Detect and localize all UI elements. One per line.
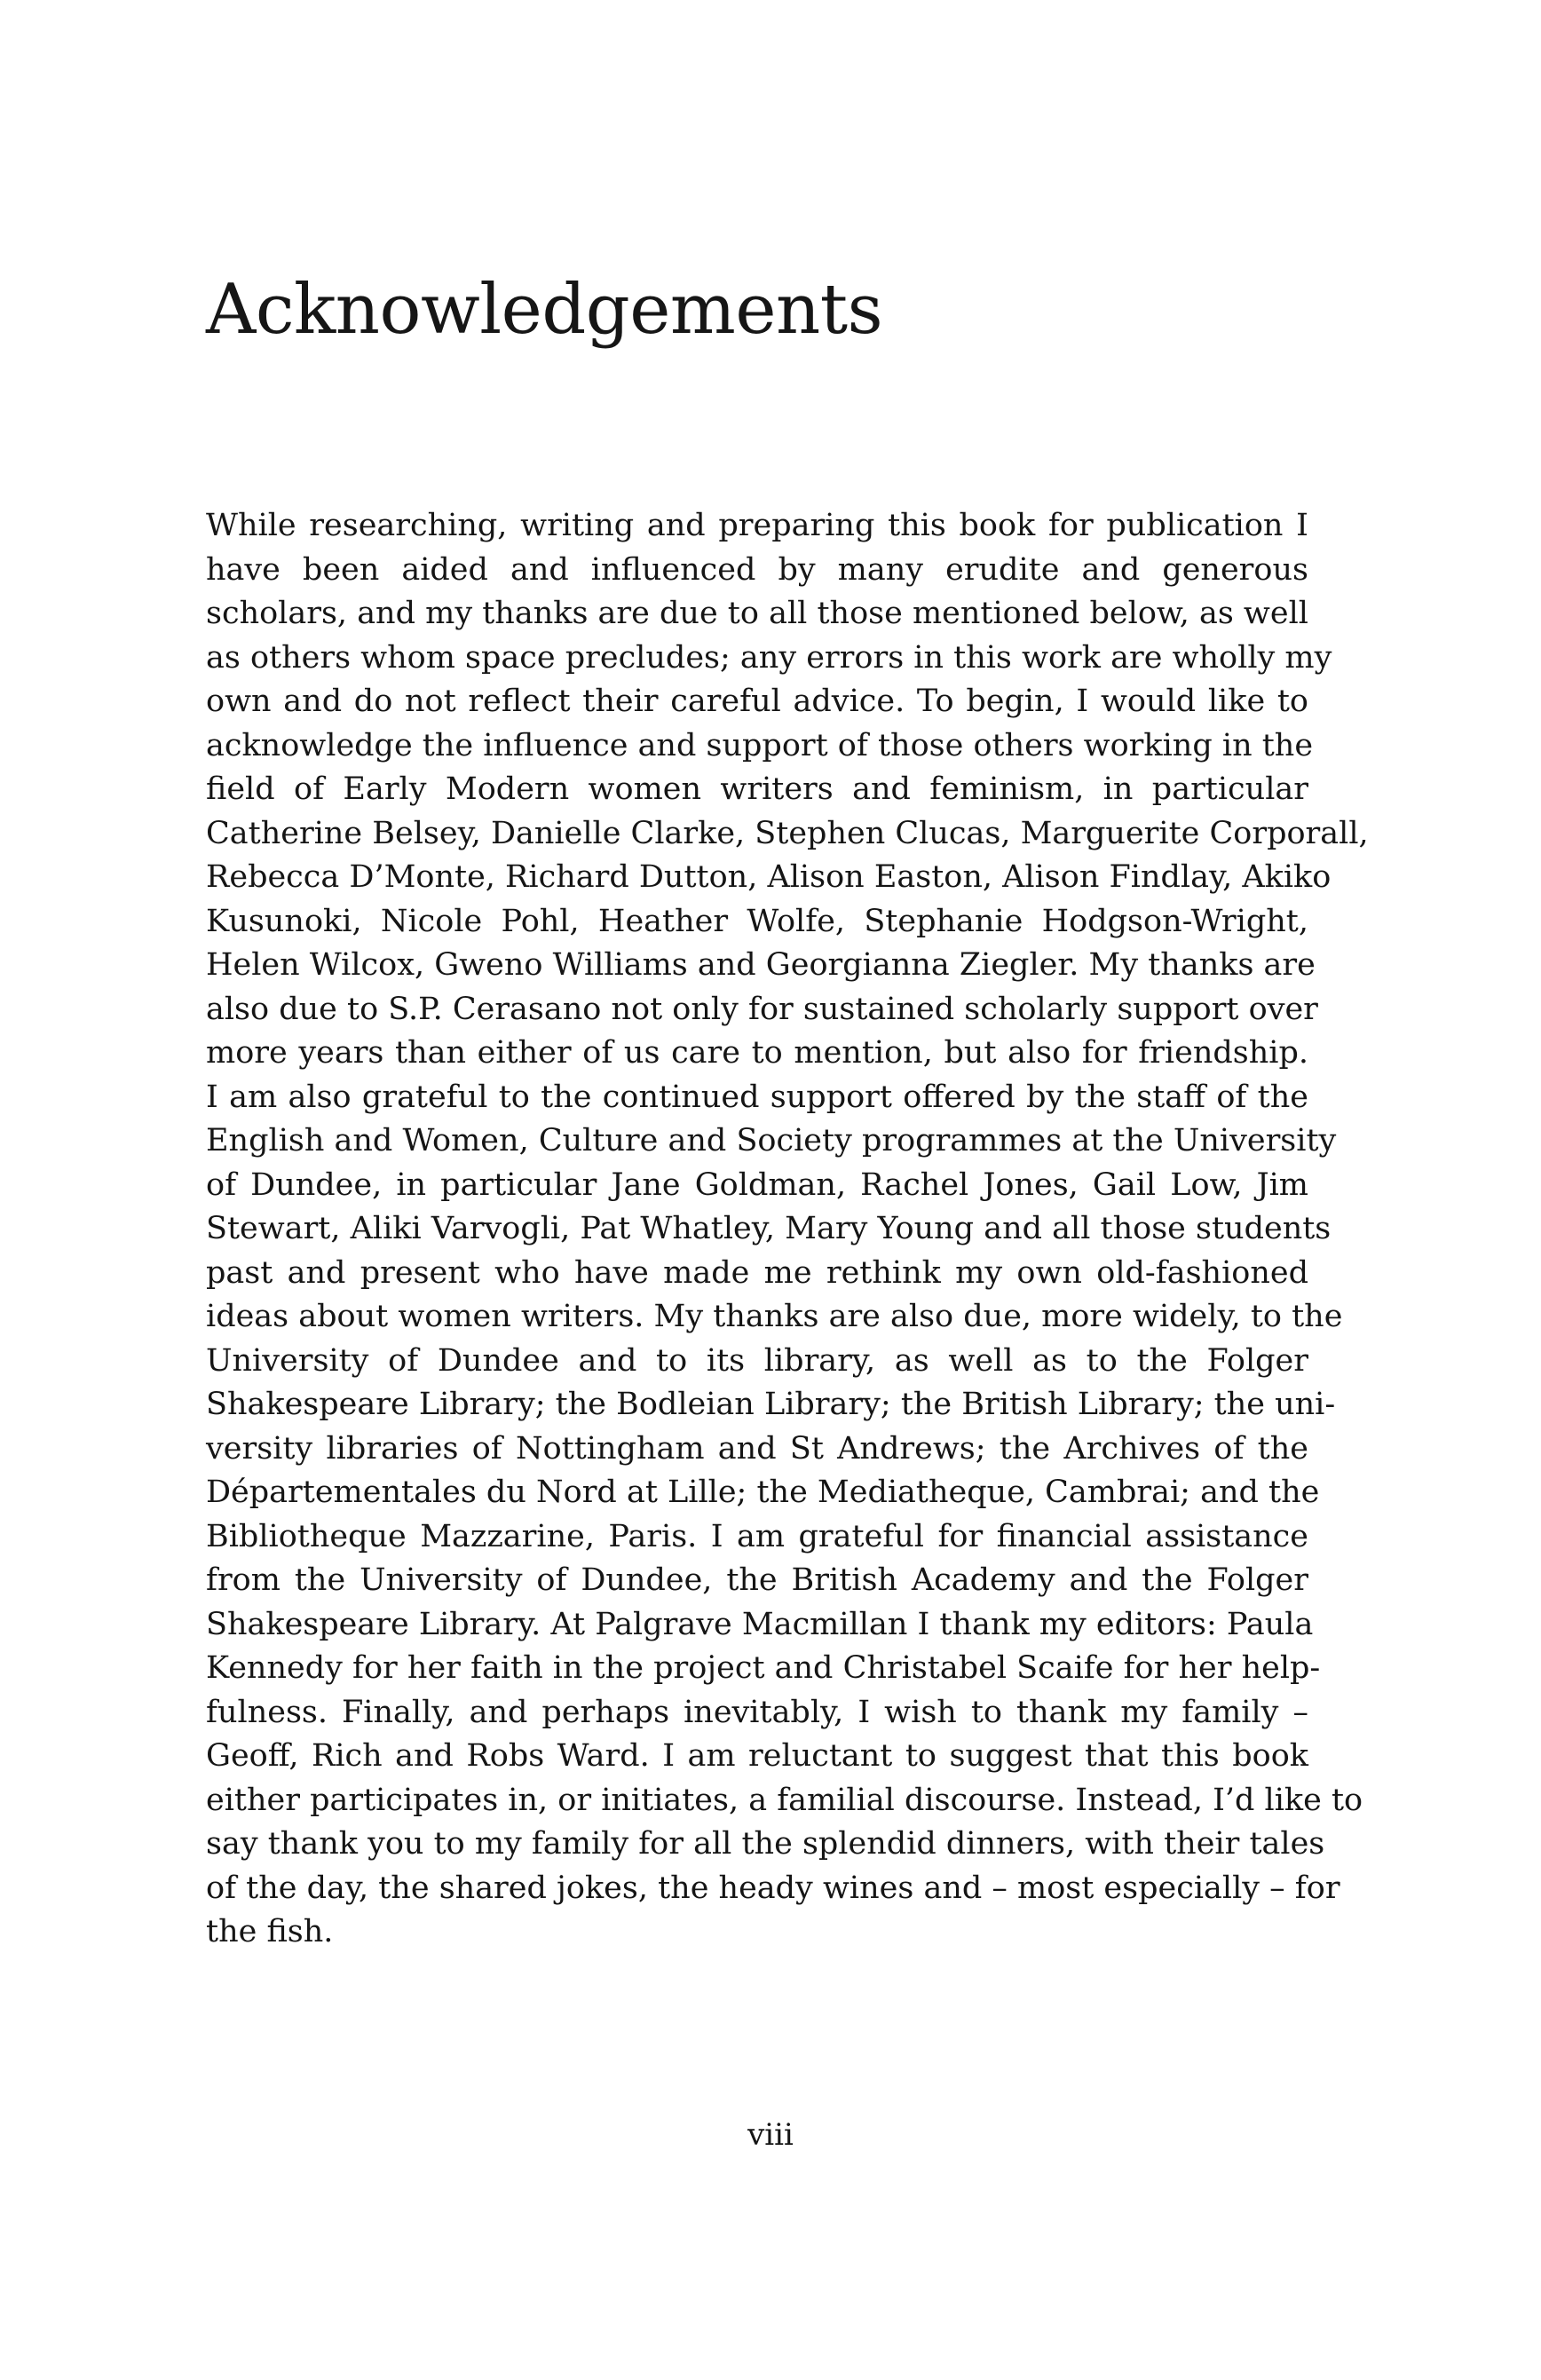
paragraph-line: While researching, writing and preparing this book for publication I bbox=[206, 508, 1308, 543]
paragraph-line: versity libraries of Nottingham and St Andrews; the Archives of the bbox=[206, 1430, 1308, 1467]
paragraph-line: Catherine Belsey, Danielle Clarke, Stephen Clucas, Marguerite Corporall, bbox=[206, 815, 1369, 851]
paragraph-line: ideas about women writers. My thanks are also due, more widely, to the bbox=[206, 1299, 1343, 1334]
paragraph-line: Bibliotheque Mazzarine, Paris. I am grateful for financial assistance bbox=[206, 1518, 1308, 1554]
paragraph-line: Helen Wilcox, Gweno Williams and Georgianna Ziegler. My thanks are bbox=[206, 947, 1316, 983]
paragraph-line: University of Dundee and to its library, as well as to the Folger bbox=[206, 1342, 1308, 1379]
paragraph-line: of Dundee, in particular Jane Goldman, Rachel Jones, Gail Low, Jim bbox=[206, 1166, 1308, 1203]
paragraph-line: I am also grateful to the continued support offered by the staff of the bbox=[206, 1079, 1308, 1115]
paragraph-line: field of Early Modern women writers and feminism, in particular bbox=[206, 771, 1308, 807]
paragraph-line: Shakespeare Library; the Bodleian Library; the British Library; the uni- bbox=[206, 1387, 1336, 1422]
acknowledgements-paragraph bbox=[206, 504, 1369, 1955]
paragraph-line: fulness. Finally, and perhaps inevitably, I wish to thank my family – bbox=[206, 1694, 1308, 1730]
paragraph-line: Shakespeare Library. At Palgrave Macmillan I thank my editors: Paula bbox=[206, 1606, 1314, 1642]
paragraph-line: Kusunoki, Nicole Pohl, Heather Wolfe, Stephanie Hodgson-Wright, bbox=[206, 903, 1308, 939]
paragraph-line: acknowledge the influence and support of those others working in the bbox=[206, 727, 1314, 763]
paragraph-line: also due to S.P. Cerasano not only for sustained scholarly support over bbox=[206, 991, 1318, 1027]
paragraph-line: the fish. bbox=[206, 1914, 334, 1949]
paragraph-line: past and present who have made me rethink my own old-fashioned bbox=[206, 1254, 1308, 1291]
paragraph-line: Rebecca D’Monte, Richard Dutton, Alison Easton, Alison Findlay, Akiko bbox=[206, 859, 1332, 895]
paragraph-line: Kennedy for her faith in the project and Christabel Scaife for her help- bbox=[206, 1650, 1321, 1686]
page-title: Acknowledgements bbox=[206, 270, 883, 350]
paragraph-line: scholars, and my thanks are due to all those mentioned below, as well bbox=[206, 596, 1308, 631]
paragraph-line: Départementales du Nord at Lille; the Mediatheque, Cambrai; and the bbox=[206, 1475, 1320, 1510]
paragraph-line: Stewart, Aliki Varvogli, Pat Whatley, Mary Young and all those students bbox=[206, 1211, 1332, 1246]
paragraph-line: own and do not reflect their careful advice. To begin, I would like to bbox=[206, 684, 1308, 719]
paragraph-line: either participates in, or initiates, a familial discourse. Instead, I’d like to bbox=[206, 1782, 1363, 1818]
paragraph-line: of the day, the shared jokes, the heady wines and – most especially – for bbox=[206, 1870, 1340, 1906]
paragraph-line: Geoff, Rich and Robs Ward. I am reluctant to suggest that this book bbox=[206, 1738, 1308, 1774]
paragraph-line: have been aided and influenced by many erudite and generous bbox=[206, 551, 1308, 588]
page-number: viii bbox=[747, 2117, 794, 2153]
paragraph-line: from the University of Dundee, the British Academy and the Folger bbox=[206, 1562, 1308, 1598]
paragraph-line: as others whom space precludes; any errors in this work are wholly my bbox=[206, 639, 1332, 676]
paragraph-line: more years than either of us care to mention, but also for friendship. bbox=[206, 1035, 1308, 1071]
paragraph-line: English and Women, Culture and Society programmes at the University bbox=[206, 1123, 1337, 1158]
paragraph-line: say thank you to my family for all the splendid dinners, with their tales bbox=[206, 1826, 1325, 1862]
